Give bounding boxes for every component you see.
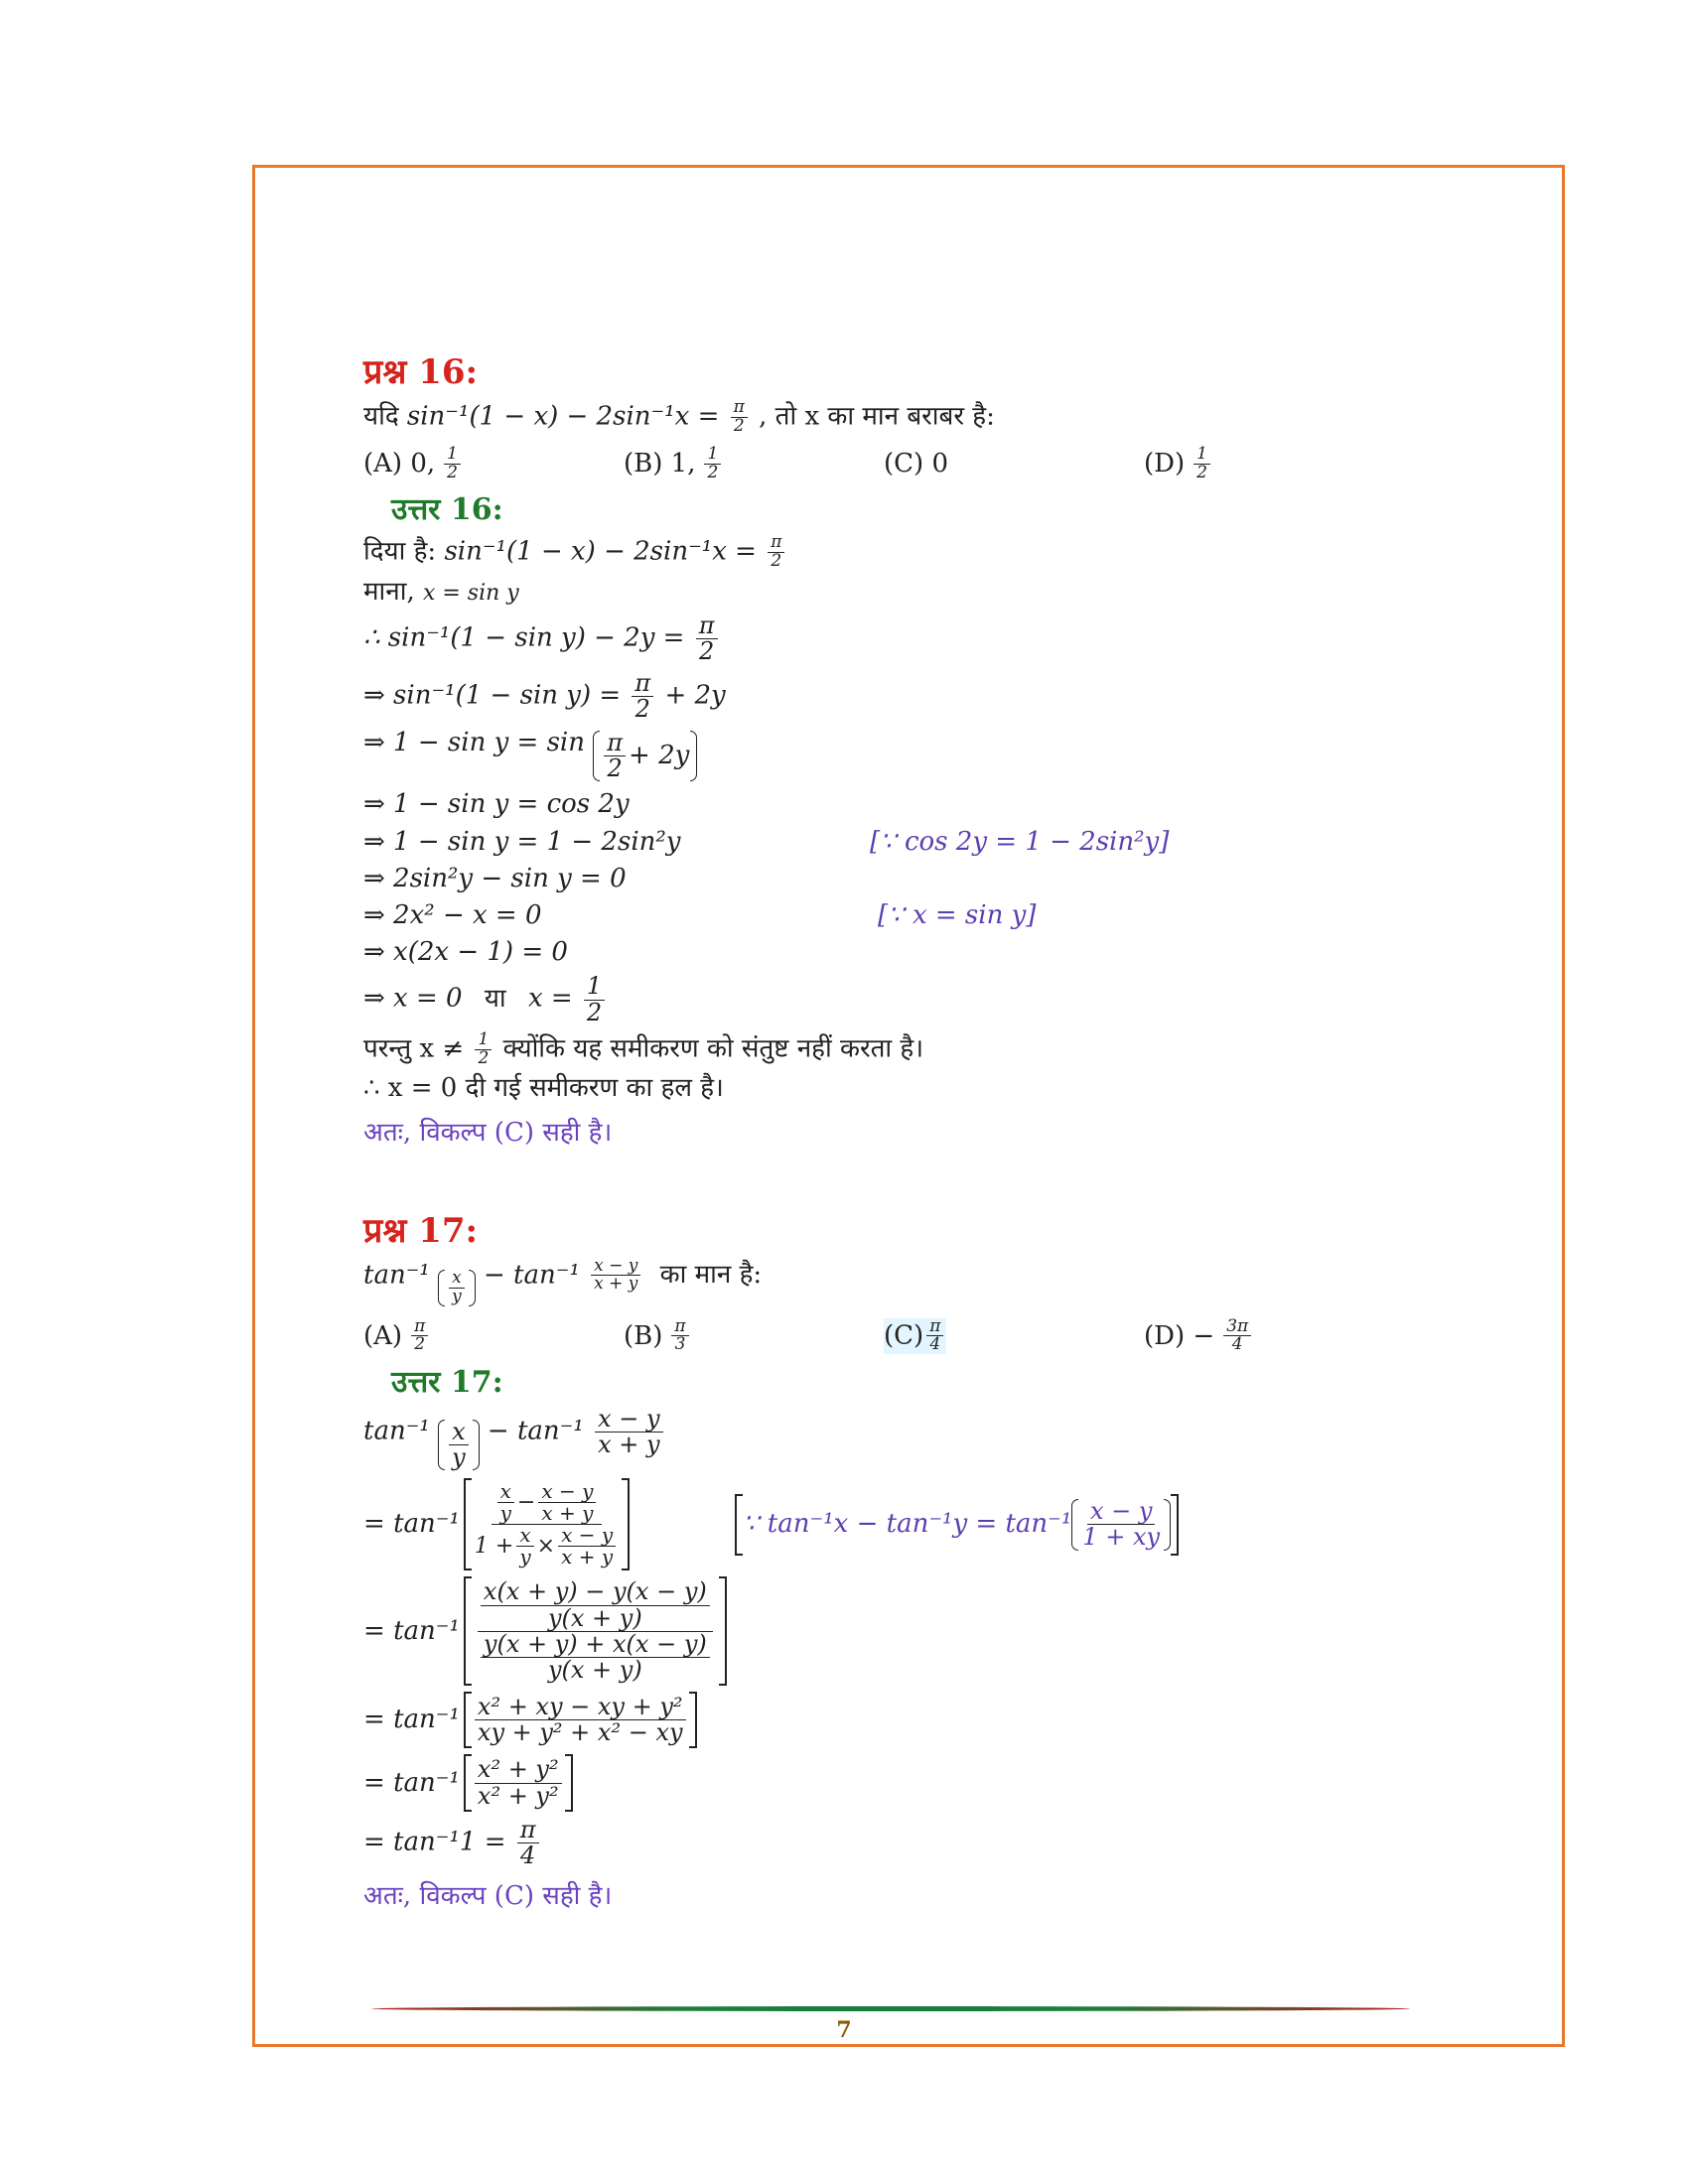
option-a: (A) 0, $\frac{1}{2}$	[363, 446, 624, 482]
option-c: (C) $\frac{\pi}{4}$	[884, 1318, 1144, 1355]
answer-16-conclusion: अतः, विकल्प (C) सही है।	[363, 1117, 613, 1148]
step-7-note: [∵ x = sin y]	[878, 899, 1037, 930]
page-content	[363, 347, 1505, 1920]
fraction: $\frac{\pi}{2}$	[731, 399, 748, 436]
step-5-note: [∵ cos 2y = 1 − 2sin²y]	[870, 826, 1170, 857]
a17-step-3: = tan⁻¹ $\frac{\frac{x(x + y) - y(x - y)}{y(x + y)}}{\frac{y(x + y) + x(x - y)}{y(x + y)}}$	[363, 1576, 1505, 1686]
step-8: ⇒ x(2x − 1) = 0	[363, 937, 568, 968]
a17-step-4: = tan⁻¹ $\frac{\text{x² + xy − xy + y²}}{\text{xy + y² + x² − xy}}$	[363, 1692, 1505, 1748]
option-b: (B) 1, $\frac{1}{2}$	[624, 446, 884, 482]
therefore-line: ∴ x = 0 दी गई समीकरण का हल है।	[363, 1073, 724, 1104]
page-number: 7	[836, 2017, 852, 2043]
a17-step-2: = tan⁻¹ $\frac{x}{y}$ − $\frac{x - y}{x + y}$ 1 + $\frac{x}{y}$ × $\frac{x - y}{x + y}$ ∵ tan⁻¹x − tan⁻¹y = tan⁻¹ $\frac{x - y}{1 + xy}$	[363, 1478, 1505, 1570]
option-a: (A) $\frac{\pi}{2}$	[363, 1318, 624, 1355]
step-5: ⇒ 1 − sin y = 1 − 2sin²y [∵ cos 2y = 1 − 2sin²y]	[363, 826, 1170, 857]
step-9: ⇒ x = 0 या x = $\frac{1}{2}$	[363, 974, 1505, 1024]
a17-step-6: = tan⁻¹1 = $\frac{\pi}{4}$	[363, 1818, 1505, 1868]
step-7: ⇒ 2x² − x = 0 [∵ x = sin y]	[363, 899, 1037, 930]
option-b: (B) $\frac{\pi}{3}$	[624, 1318, 884, 1355]
question-16-options	[363, 443, 1505, 482]
option-c: (C) 0	[884, 449, 948, 479]
question-17-statement: tan⁻¹ $\frac{x}{y}$ − tan⁻¹ $\frac{x - y}{x + y}$ का मान है:	[363, 1255, 763, 1306]
step-6: ⇒ 2sin²y − sin y = 0	[363, 863, 627, 893]
option-d: (D) $\frac{1}{2}$	[1144, 446, 1404, 482]
option-d: (D) − $\frac{3\pi}{4}$	[1144, 1318, 1404, 1355]
step-4: ⇒ 1 − sin y = cos 2y	[363, 789, 630, 820]
answer-17-conclusion: अतः, विकल्प (C) सही है।	[363, 1881, 613, 1912]
a17-step-5: = tan⁻¹ $\frac{\text{x² + y²}}{\text{x² + y²}}$	[363, 1754, 1505, 1811]
footer-divider	[371, 2006, 1410, 2011]
question-16-statement: यदि sin⁻¹(1 − x) − 2sin⁻¹x = $\frac{\pi}{2}$ , तो x का मान बराबर है:	[363, 397, 995, 436]
question-17-heading: प्रश्न 17:	[363, 1210, 479, 1251]
answer-16-heading: उत्तर 16:	[391, 492, 503, 528]
but-line: परन्तु x ≠ $\frac{1}{2}$ क्योंकि यह समीकरण को संतुष्ट नहीं करता है।	[363, 1028, 924, 1068]
step-1: ∴ sin⁻¹(1 − sin y) − 2y = $\frac{\pi}{2}$	[363, 614, 1505, 664]
a17-identity-note: ∵ tan⁻¹x − tan⁻¹y = tan⁻¹ $\frac{x - y}{1 + xy}$	[735, 1494, 1179, 1555]
let-line: माना, x = sin y	[363, 577, 519, 608]
a17-step-1: tan⁻¹ $\frac{x}{y}$ − tan⁻¹ $\frac{x - y}{x + y}$	[363, 1407, 1505, 1472]
step-3: ⇒ 1 − sin y = sin $\frac{\pi}{2}$ + 2y	[363, 728, 1505, 783]
given-line: दिया है: sin⁻¹(1 − x) − 2sin⁻¹x = $\frac{\pi}{2}$	[363, 534, 1505, 571]
question-17-options	[363, 1315, 1505, 1355]
step-2: ⇒ sin⁻¹(1 − sin y) = $\frac{\pi}{2}$ + 2y	[363, 668, 726, 723]
answer-17-heading: उत्तर 17:	[391, 1365, 503, 1401]
question-16-heading: प्रश्न 16:	[363, 352, 479, 392]
